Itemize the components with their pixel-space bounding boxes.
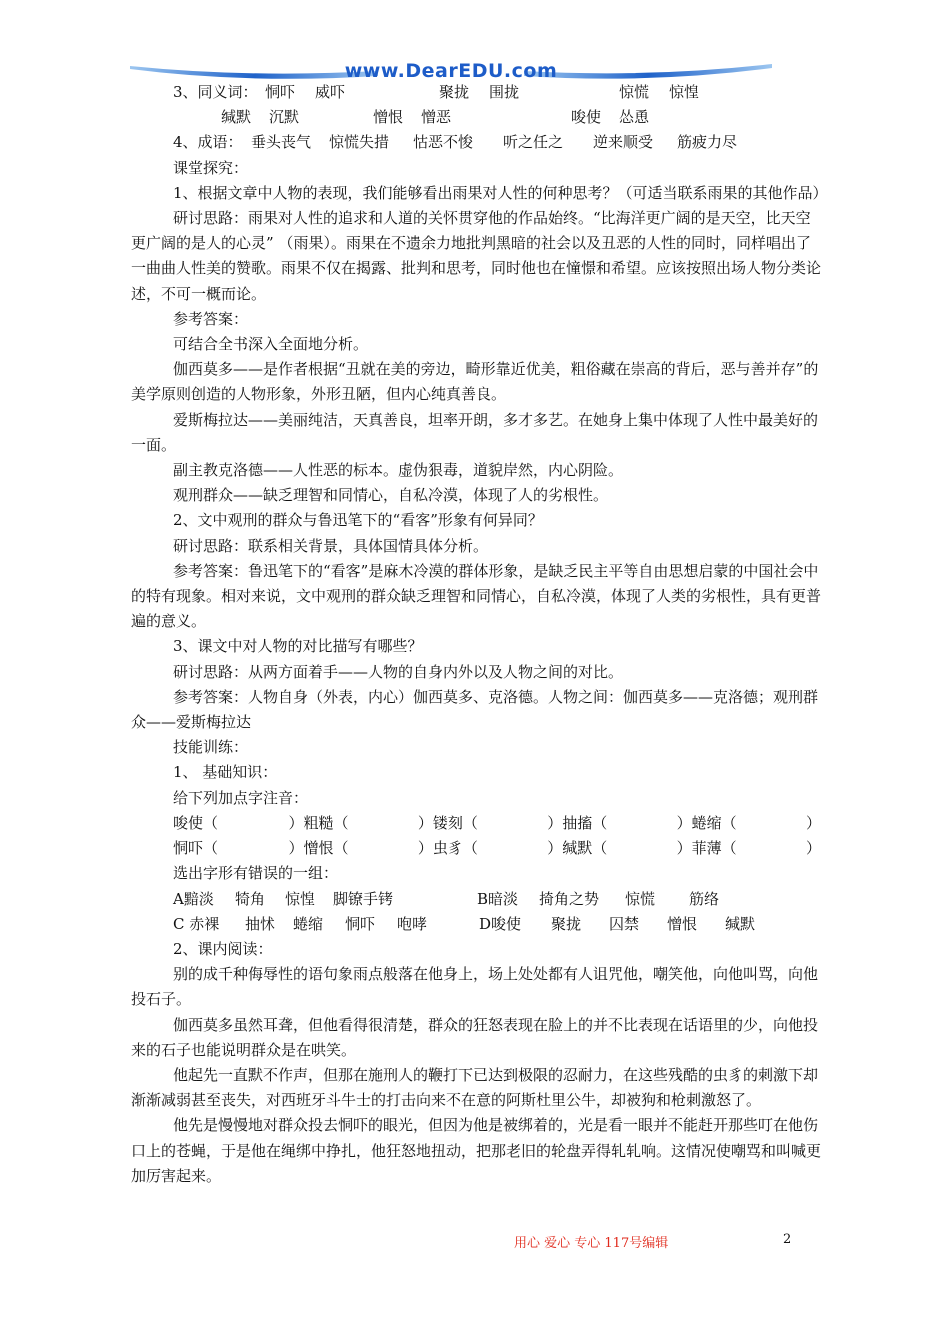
question-2-thought: 研讨思路：联系相关背景，具体国情具体分析。 xyxy=(173,536,489,555)
pinyin-row-1 xyxy=(131,811,821,836)
text: 怙恶不悛 xyxy=(413,133,474,152)
text: ）缄默（ xyxy=(547,839,608,858)
choose-prompt: 选出字形有错误的一组： xyxy=(173,864,339,883)
text: 围拢 xyxy=(489,83,520,101)
text: 筋络 xyxy=(689,889,720,908)
option-c-text: C 赤裸 xyxy=(173,914,220,933)
pinyin-row-2 xyxy=(131,836,821,861)
text: 囚禁 xyxy=(609,914,640,933)
document-body xyxy=(131,80,828,1189)
text: 咆哮 xyxy=(397,914,428,933)
question-3: 3、课文中对人物的对比描写有哪些？ xyxy=(173,637,423,656)
reference-3: 爱斯梅拉达——美丽纯洁，天真善良，坦率开朗，多才多艺。在她身上集中体现了人性中最美好的一面。 xyxy=(131,410,819,454)
text: 唆使 xyxy=(571,108,602,127)
text: 惊慌失措 xyxy=(329,133,390,152)
text: 惊慌 xyxy=(619,83,650,101)
section-heading: 课堂探究： xyxy=(173,158,249,177)
text: ） xyxy=(806,813,822,832)
text: 憎恨 xyxy=(667,914,698,933)
reference-heading: 参考答案： xyxy=(173,309,249,328)
text: 憎恨 xyxy=(373,108,404,127)
text: 筋疲力尽 xyxy=(677,133,738,152)
question-1: 1、根据文章中人物的表现，我们能够看出雨果对人性的何种思考？（可适当联系雨果的其他作品） xyxy=(173,183,828,202)
reading-paragraph-1: 别的成千种侮辱性的语句象雨点般落在他身上，场上处处都有人诅咒他，嘲笑他，向他叫骂，向他投石子。 xyxy=(131,965,819,1009)
text: 脚镣手铐 xyxy=(333,889,394,908)
text: 恫吓（ xyxy=(173,839,219,858)
text: 垂头丧气 xyxy=(251,133,312,152)
text: 沉默 xyxy=(269,108,300,127)
text: 唆使（ xyxy=(173,813,219,832)
text: 3、同义词： xyxy=(173,83,258,101)
text: 缄默 xyxy=(221,108,252,127)
reference-5: 观刑群众——缺乏理智和同情心，自私冷漠，体现了人的劣根性。 xyxy=(173,486,609,505)
option-row-cd xyxy=(131,912,821,937)
text: ）蜷缩（ xyxy=(676,813,737,832)
text: 威吓 xyxy=(315,83,346,101)
text: 逆来顺受 xyxy=(593,133,654,152)
question-3-answer: 参考答案：人物自身（外表，内心）伽西莫多、克洛德。人物之间：伽西莫多——克洛德；观刑群众——爱斯梅拉达 xyxy=(131,687,819,732)
question-2: 2、文中观刑的群众与鲁迅笔下的“看客”形象有何异同？ xyxy=(173,511,543,530)
question-3-thought: 研讨思路：从两方面着手——人物的自身内外以及人物之间的对比。 xyxy=(173,662,624,681)
site-logo-text[interactable]: www.DearEDU.com xyxy=(344,60,558,82)
option-row-ab xyxy=(131,887,821,912)
reading-heading: 2、课内阅读： xyxy=(173,939,273,958)
text: 恫吓 xyxy=(345,914,376,933)
option-d-text: D唆使 xyxy=(479,914,522,933)
text: 犄角 xyxy=(235,889,266,908)
reference-4: 副主教克洛德——人性恶的标本。虚伪狠毒，道貌岸然，内心阴险。 xyxy=(173,461,624,480)
text: 惊惶 xyxy=(669,83,700,101)
text: 聚拢 xyxy=(439,83,470,101)
pinyin-prompt: 给下列加点字注音： xyxy=(173,788,309,807)
text: ）菲薄（ xyxy=(676,839,737,858)
reference-2: 伽西莫多——是作者根据“丑就在美的旁边，畸形靠近优美，粗俗藏在崇高的背后，恶与善并存”的美学原则创造的人物形象，外形丑陋，但内心纯真善良。 xyxy=(131,360,819,404)
text: 恫吓 xyxy=(265,83,296,101)
text: 怂恿 xyxy=(619,108,650,127)
text: 聚拢 xyxy=(551,914,582,933)
idioms-line xyxy=(131,130,821,155)
text: ）抽搐（ xyxy=(547,813,608,832)
text: 4、成语： xyxy=(173,133,243,152)
skill-heading: 技能训练： xyxy=(173,738,249,757)
text: 蜷缩 xyxy=(293,914,324,933)
synonyms-line-2 xyxy=(131,105,821,130)
text: 缄默 xyxy=(725,914,756,933)
reference-1: 可结合全书深入全面地分析。 xyxy=(173,335,369,354)
text: ） xyxy=(806,839,822,858)
text: ）粗糙（ xyxy=(288,813,349,832)
question-1-thought: 研讨思路：雨果对人性的追求和人道的关怀贯穿他的作品始终。“比海洋更广阔的是天空，比天空更广阔的是人的心灵” （雨果）。雨果在不遗余力地批判黑暗的社会以及丑恶的人性的同时，同样唱出了一曲曲人性美的赞歌。雨果不仅在揭露、批判和思考，同时他也在憧憬和希望。应该按照出场人物分类论述，不可一概而论。 xyxy=(131,209,822,303)
text: 掎角之势 xyxy=(539,889,600,908)
page-footer xyxy=(0,1232,950,1254)
text: 听之任之 xyxy=(503,133,564,152)
question-2-answer: 参考答案：鲁迅笔下的“看客”是麻木冷漠的群体形象，是缺乏民主平等自由思想启蒙的中国社会中的特有现象。相对来说，文中观刑的群众缺乏理智和同情心，自私冷漠，体现了人类的劣根性，具有更普遍的意义。 xyxy=(131,561,822,631)
option-a-text: A黯淡 xyxy=(173,889,214,908)
reading-paragraph-3: 他起先一直默不作声，但那在施刑人的鞭打下已达到极限的忍耐力，在这些残酷的虫豸的刺激下却渐渐减弱甚至丧失，对西班牙斗牛士的打击向来不在意的阿斯杜里公牛，却被狗和枪刺激怒了。 xyxy=(131,1065,819,1110)
reading-paragraph-2: 伽西莫多虽然耳聋，但他看得很清楚，群众的狂怒表现在脸上的并不比表现在话语里的少，向他投来的石子也能说明群众是在哄笑。 xyxy=(131,1015,819,1059)
page-number: 2 xyxy=(783,1232,792,1247)
basic-heading: 1、 基础知识： xyxy=(173,763,278,782)
text: ）虫豸（ xyxy=(417,839,478,858)
text: ）镂刻（ xyxy=(417,813,478,832)
reading-paragraph-4: 他先是慢慢地对群众投去恫吓的眼光，但因为他是被绑着的，光是看一眼并不能赶开那些叮在他伤口上的苍蝇，于是他在绳绑中挣扎，他狂怒地扭动，把那老旧的轮盘弄得轧轧响。这情况使嘲骂和叫喊更加厉害起来。 xyxy=(131,1116,822,1185)
synonyms-line-1 xyxy=(131,80,821,105)
footer-note: 用心 爱心 专心 117号编辑 xyxy=(514,1236,669,1251)
text: ）憎恨（ xyxy=(288,839,349,858)
text: 惊惶 xyxy=(285,889,316,908)
text: 憎恶 xyxy=(421,108,452,127)
text: 抽怵 xyxy=(245,914,276,933)
option-b-text: B暗淡 xyxy=(477,889,519,908)
text: 惊慌 xyxy=(625,889,656,908)
